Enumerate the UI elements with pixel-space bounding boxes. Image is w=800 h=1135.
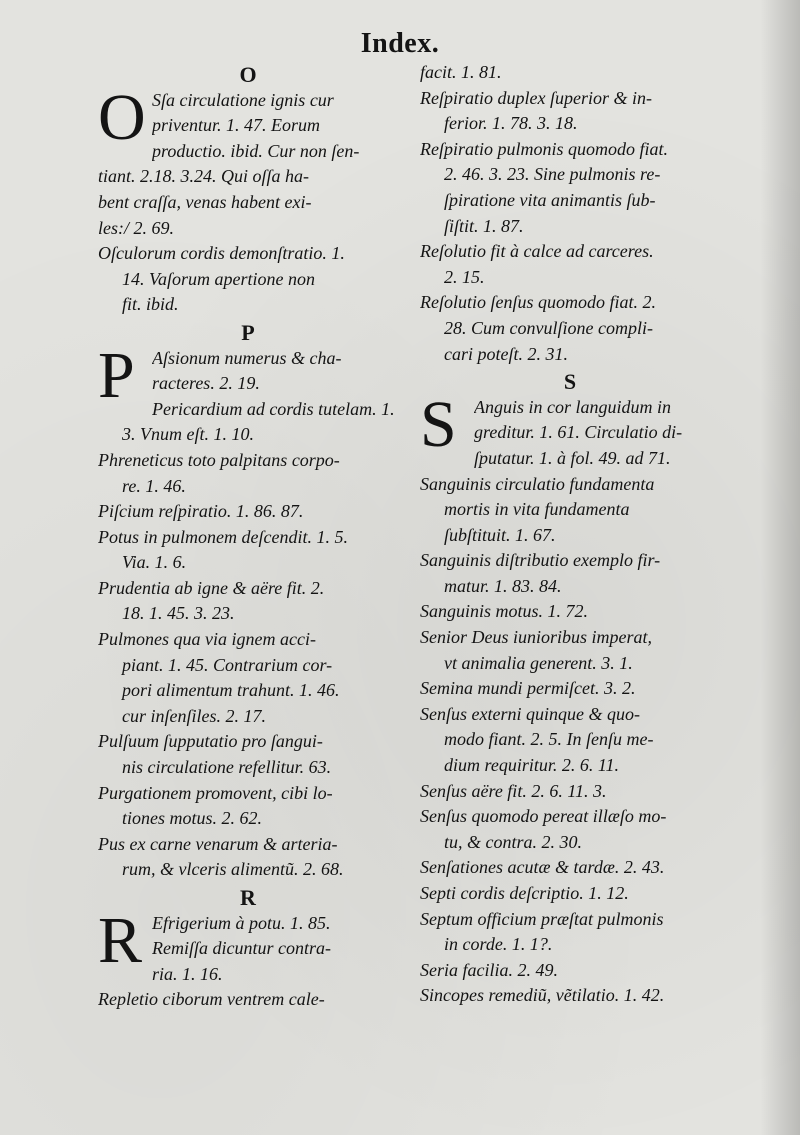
index-entry: [420, 855, 720, 881]
section-letter: P: [241, 319, 255, 345]
index-entry: [420, 60, 720, 86]
entry-line: Senſus aëre fit. 2. 6. 11. 3.: [420, 780, 607, 801]
entry-line: Oſculorum cordis demonſtratio. 1.: [98, 243, 345, 264]
entry-line: bent craſſa, venas habent exi-: [98, 191, 312, 212]
entry-line: matur. 1. 83. 84.: [444, 575, 562, 596]
entry-line: les:/ 2. 69.: [98, 217, 174, 238]
entry-line: cari poteſt. 2. 31.: [444, 343, 568, 364]
index-entry: [420, 387, 720, 472]
section-letter: R: [240, 885, 256, 910]
entry-line: ſputatur. 1. à fol. 49. ad 71.: [474, 447, 671, 468]
entry-line: greditur. 1. 61. Circulatio di-: [474, 422, 683, 443]
drop-cap: S: [420, 387, 457, 461]
index-entry: [420, 599, 720, 625]
entry-line: Potus in pulmonem deſcendit. 1. 5.: [98, 526, 348, 547]
index-entry: [420, 548, 720, 599]
entry-line: Pulſuum ſupputatio pro ſangui-: [98, 731, 323, 752]
entry-line: ſiſtit. 1. 87.: [444, 215, 524, 236]
entry-line: Prudentia ab igne & aëre fit. 2.: [98, 577, 325, 598]
drop-cap: P: [98, 338, 135, 412]
entry-line: vt animalia generent. 3. 1.: [444, 652, 633, 673]
index-entry: [420, 676, 720, 702]
entry-line: Seria facilia. 2. 49.: [420, 959, 558, 980]
entry-line: mortis in vita fundamenta: [444, 499, 630, 520]
entry-line: Remiſſa dicuntur contra-: [152, 938, 331, 959]
entry-line: 2. 15.: [444, 266, 485, 287]
entry-line: Pericardium ad cordis tutelam. 1.: [152, 398, 395, 419]
entry-line: ria. 1. 16.: [152, 963, 223, 984]
entry-line: Pus ex carne venarum & arteria-: [98, 833, 338, 854]
entry-line: 18. 1. 45. 3. 23.: [122, 603, 235, 624]
entry-line: rum, & vlceris alimentũ. 2. 68.: [122, 859, 344, 880]
entry-line: ſubſtituit. 1. 67.: [444, 524, 556, 545]
entry-line: Reſolutio fit à calce ad carceres.: [420, 241, 654, 262]
section-letter: S: [563, 369, 577, 395]
entry-line: Senſus externi quinque & quo-: [420, 703, 640, 724]
page-title: Index.: [360, 28, 440, 59]
index-entry: [98, 397, 398, 448]
entry-line: fit. ibid.: [122, 294, 179, 315]
entry-line: Efrigerium à potu. 1. 85.: [152, 912, 331, 933]
entry-line: Sſa circulatione ignis cur: [152, 89, 334, 110]
index-entry: [420, 702, 720, 779]
index-entry: [420, 983, 720, 1009]
entry-line: 2. 46. 3. 23. Sine pulmonis re-: [444, 164, 661, 185]
left-column: [98, 60, 398, 1013]
entry-line: nis circulatione refellitur. 63.: [122, 757, 332, 778]
entry-line: Senſus quomodo pereat illæſo mo-: [420, 806, 667, 827]
entry-line: Reſpiratio pulmonis quomodo fiat.: [420, 138, 669, 159]
drop-cap: R: [98, 903, 143, 977]
entry-line: ſpiratione vita animantis ſub-: [444, 189, 656, 210]
entry-line: Phreneticus toto palpitans corpo-: [98, 449, 340, 470]
entry-line: Sanguinis motus. 1. 72.: [420, 601, 589, 622]
index-entry: [98, 627, 398, 729]
entry-line: priventur. 1. 47. Eorum: [152, 115, 320, 136]
index-entry: [98, 987, 398, 1013]
entry-line: in corde. 1. 1?.: [444, 934, 553, 955]
entry-line: Reſolutio ſenſus quomodo fiat. 2.: [420, 292, 656, 313]
index-entry: [98, 525, 398, 576]
index-entry: [98, 729, 398, 780]
entry-line: 3. Vnum eſt. 1. 10.: [122, 424, 254, 445]
index-entry: [420, 86, 720, 137]
index-entry: [98, 80, 398, 242]
entry-line: Purgationem promovent, cibi lo-: [98, 782, 333, 803]
index-entry: [98, 903, 398, 988]
index-entry: [420, 804, 720, 855]
entry-line: Sanguinis diſtributio exemplo fir-: [420, 550, 661, 571]
entry-line: racteres. 2. 19.: [152, 373, 260, 394]
entry-line: Septum officium præſtat pulmonis: [420, 908, 664, 929]
entry-line: pori alimentum trahunt. 1. 46.: [122, 680, 340, 701]
index-entry: [420, 290, 720, 367]
index-entry: [420, 137, 720, 239]
index-entry: [98, 781, 398, 832]
entry-line: Sanguinis circulatio fundamenta: [420, 473, 655, 494]
index-entry: [420, 779, 720, 805]
entry-line: tu, & contra. 2. 30.: [444, 831, 582, 852]
entry-line: Repletio ciborum ventrem cale-: [98, 989, 325, 1010]
index-entry: [420, 907, 720, 958]
entry-line: tiant. 2.18. 3.24. Qui oſſa ha-: [98, 166, 309, 187]
entry-line: Senior Deus iunioribus imperat,: [420, 627, 652, 648]
page-shadow: [760, 0, 800, 1135]
entry-line: piant. 1. 45. Contrarium cor-: [122, 654, 333, 675]
entry-line: Reſpiratio duplex ſuperior & in-: [420, 87, 652, 108]
entry-line: Senſationes acutæ & tardæ. 2. 43.: [420, 857, 665, 878]
index-entry: [420, 958, 720, 984]
entry-line: productio. ibid. Cur non ſen-: [152, 140, 360, 161]
entry-line: modo fiant. 2. 5. In ſenſu me-: [444, 729, 654, 750]
entry-line: re. 1. 46.: [122, 475, 186, 496]
entry-line: cur inſenſiles. 2. 17.: [122, 705, 266, 726]
right-column: [420, 60, 720, 1009]
index-entry: [420, 881, 720, 907]
entry-line: ferior. 1. 78. 3. 18.: [444, 113, 578, 134]
entry-line: Piſcium reſpiratio. 1. 86. 87.: [98, 501, 304, 522]
index-entry: [98, 499, 398, 525]
section-letter: O: [239, 62, 257, 87]
index-entry: [420, 625, 720, 676]
entry-line: dium requiritur. 2. 6. 11.: [444, 755, 620, 776]
index-entry: [420, 239, 720, 290]
index-entry: [98, 832, 398, 883]
entry-line: Anguis in cor languidum in: [474, 396, 671, 417]
entry-line: Via. 1. 6.: [122, 552, 187, 573]
index-entry: [98, 241, 398, 318]
entry-line: Pulmones qua via ignem acci-: [98, 629, 316, 650]
drop-cap: O: [98, 80, 146, 154]
entry-line: Aſsionum numerus & cha-: [152, 347, 342, 368]
entry-line: 28. Cum convulſione compli-: [444, 317, 653, 338]
entry-line: Septi cordis deſcriptio. 1. 12.: [420, 883, 629, 903]
entry-line: tiones motus. 2. 62.: [122, 808, 263, 829]
index-entry: [420, 472, 720, 549]
entry-line: 14. Vaſorum apertione non: [122, 268, 315, 289]
entry-line: Sincopes remediũ, vẽtilatio. 1. 42.: [420, 985, 665, 1006]
entry-line: Semina mundi permiſcet. 3. 2.: [420, 678, 636, 699]
entry-line: facit. 1. 81.: [420, 62, 502, 82]
index-entry: [98, 448, 398, 499]
index-entry: [98, 576, 398, 627]
